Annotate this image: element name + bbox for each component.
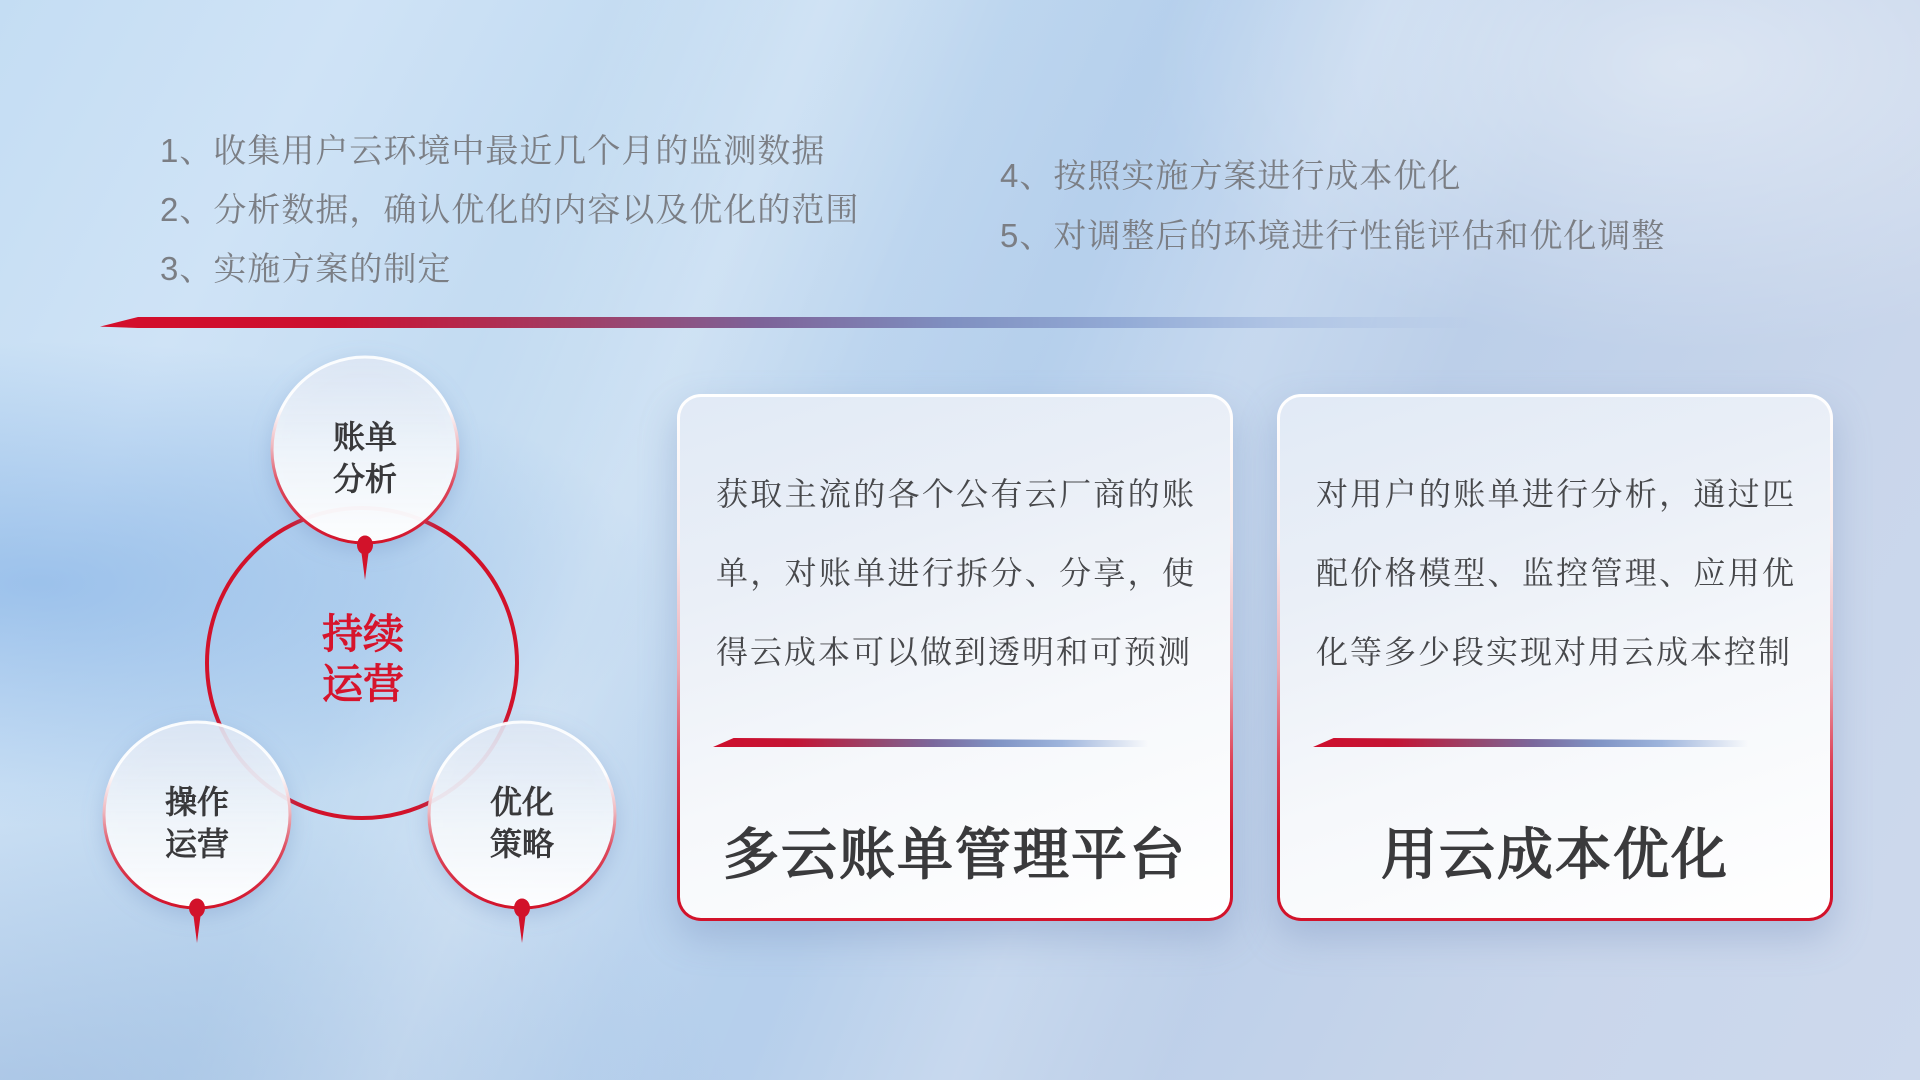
cycle-center-line1: 持续 (322, 611, 404, 657)
pin-dot (514, 899, 530, 918)
section-divider-line (100, 317, 1562, 328)
node-operation-line1: 操作 (164, 784, 230, 820)
node-bill-analysis-line2: 分析 (332, 461, 398, 497)
card-cost-optimization-title: 用云成本优化 (1381, 823, 1729, 886)
card-cost-optimization (1277, 394, 1833, 921)
card-multicloud-billing-title: 多云账单管理平台 (723, 823, 1187, 886)
pin-tail (194, 916, 201, 943)
step-item-3: 3、实施方案的制定 (160, 250, 452, 287)
step-item-1: 1、收集用户云环境中最近几个月的监测数据 (160, 132, 826, 169)
card-divider-line (1313, 738, 1771, 747)
pin-tail (362, 553, 369, 580)
step-item-4: 4、按照实施方案进行成本优化 (1000, 157, 1462, 194)
node-optimization-strategy-line2: 策略 (489, 826, 555, 862)
step-item-2: 2、分析数据，确认优化的内容以及优化的范围 (160, 191, 860, 228)
node-optimization-strategy-line1: 优化 (489, 784, 555, 820)
node-optimization-strategy (429, 722, 615, 943)
process-steps-right (1000, 146, 1665, 266)
card-cost-optimization-body: 对用户的账单进行分析，通过匹配价格模型、监控管理、应用优化等多少段实现对用云成本控制 (1316, 476, 1796, 670)
cycle-center-label (322, 611, 404, 707)
step-item-5: 5、对调整后的环境进行性能评估和优化调整 (1000, 217, 1666, 254)
cycle-diagram (60, 330, 680, 990)
cycle-center-line2: 运营 (322, 661, 404, 707)
node-operation-line2: 运营 (164, 826, 230, 862)
node-operation (104, 722, 290, 943)
pin-dot (357, 536, 373, 555)
node-bill-analysis (272, 357, 458, 580)
process-steps-left (160, 121, 859, 298)
node-bill-analysis-line1: 账单 (332, 419, 398, 455)
card-multicloud-billing-body: 获取主流的各个公有云厂商的账单，对账单进行拆分、分享，使得云成本可以做到透明和可预测 (716, 476, 1196, 670)
pin-tail (519, 916, 526, 943)
card-divider-line (713, 738, 1171, 747)
card-multicloud-billing (677, 394, 1233, 921)
pin-dot (189, 899, 205, 918)
card-cost-optimization-inner (1280, 397, 1830, 918)
card-multicloud-billing-inner (680, 397, 1230, 918)
